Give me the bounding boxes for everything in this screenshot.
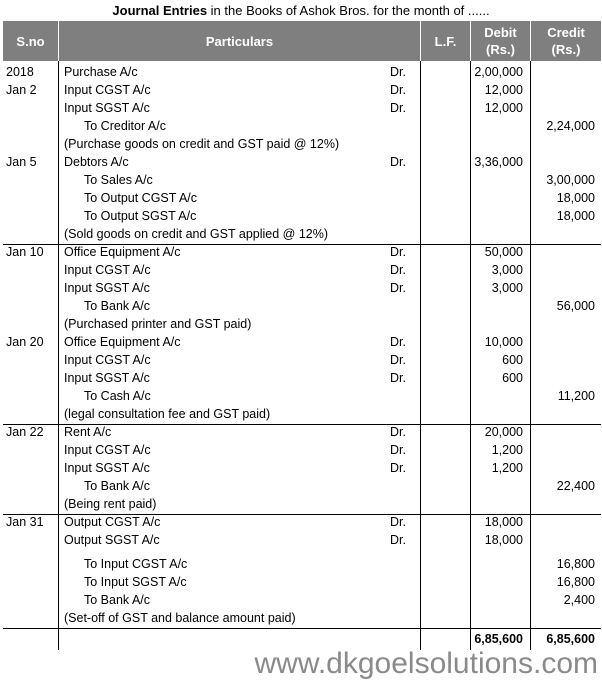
table-row bbox=[3, 297, 601, 315]
header-credit: Credit (Rs.) bbox=[547, 25, 585, 57]
table-row bbox=[3, 279, 601, 297]
row-debit: 2,00,000 bbox=[474, 65, 523, 79]
row-particulars: To Output CGST A/c bbox=[84, 191, 198, 205]
table-row bbox=[3, 573, 601, 591]
row-particulars: To Input SGST A/c bbox=[84, 575, 187, 589]
row-credit: 18,000 bbox=[556, 209, 595, 223]
row-particulars: (Being rent paid) bbox=[64, 497, 157, 511]
entry-separator bbox=[3, 424, 601, 425]
row-dr-marker: Dr. bbox=[390, 533, 406, 547]
row-particulars: To Bank A/c bbox=[84, 593, 151, 607]
table-row bbox=[3, 441, 601, 459]
row-credit: 18,000 bbox=[556, 191, 595, 205]
row-date: Jan 31 bbox=[6, 515, 44, 529]
row-debit: 18,000 bbox=[484, 515, 523, 529]
row-particulars: To Creditor A/c bbox=[84, 119, 166, 133]
table-row bbox=[3, 555, 601, 573]
table-row bbox=[3, 591, 601, 609]
row-particulars: To Output SGST A/c bbox=[84, 209, 197, 223]
row-particulars: (Purchased printer and GST paid) bbox=[64, 317, 252, 331]
row-dr-marker: Dr. bbox=[390, 263, 406, 277]
row-debit: 1,200 bbox=[491, 461, 523, 475]
row-particulars: (Sold goods on credit and GST applied @ 12%) bbox=[64, 227, 329, 241]
entry-separator bbox=[3, 514, 601, 515]
row-particulars: Purchase A/c bbox=[64, 65, 138, 79]
row-debit: 3,36,000 bbox=[474, 155, 523, 169]
row-credit: 22,400 bbox=[556, 479, 595, 493]
table-row bbox=[3, 207, 601, 225]
row-dr-marker: Dr. bbox=[390, 425, 406, 439]
table-row bbox=[3, 171, 601, 189]
row-credit: 2,400 bbox=[563, 593, 595, 607]
title-rest: in the Books of Ashok Bros. for the month of ...... bbox=[207, 3, 490, 18]
column-divider bbox=[470, 61, 471, 650]
title-bold: Journal Entries bbox=[112, 3, 208, 18]
row-credit: 2,24,000 bbox=[546, 119, 595, 133]
table-row bbox=[3, 153, 601, 171]
table-row bbox=[3, 609, 601, 627]
row-credit: 16,800 bbox=[556, 575, 595, 589]
row-particulars: (Purchase goods on credit and GST paid @ 12%) bbox=[64, 137, 340, 151]
table-row bbox=[3, 369, 601, 387]
table-row bbox=[3, 81, 601, 99]
row-particulars: (Set-off of GST and balance amount paid) bbox=[64, 611, 296, 625]
row-debit: 10,000 bbox=[484, 335, 523, 349]
column-divider bbox=[530, 61, 531, 650]
header-lf: L.F. bbox=[421, 21, 471, 61]
row-particulars: To Sales A/c bbox=[84, 173, 153, 187]
row-particulars: Input SGST A/c bbox=[64, 461, 150, 475]
table-row bbox=[3, 117, 601, 135]
row-particulars: Input CGST A/c bbox=[64, 443, 151, 457]
row-debit: 50,000 bbox=[484, 245, 523, 259]
row-dr-marker: Dr. bbox=[390, 443, 406, 457]
table-row bbox=[3, 189, 601, 207]
table-row bbox=[3, 459, 601, 477]
row-particulars: Input CGST A/c bbox=[64, 353, 151, 367]
row-particulars: Office Equipment A/c bbox=[64, 335, 181, 349]
row-particulars: Input SGST A/c bbox=[64, 371, 150, 385]
row-date: Jan 5 bbox=[6, 155, 37, 169]
table-row bbox=[3, 63, 601, 81]
row-credit: 16,800 bbox=[556, 557, 595, 571]
row-particulars: To Bank A/c bbox=[84, 299, 151, 313]
watermark: www.dkgoelsolutions.com bbox=[254, 647, 598, 680]
column-divider bbox=[58, 61, 59, 650]
row-particulars: To Input CGST A/c bbox=[84, 557, 188, 571]
row-particulars: Input CGST A/c bbox=[64, 263, 151, 277]
table-row bbox=[3, 423, 601, 441]
row-debit: 12,000 bbox=[484, 83, 523, 97]
table-row bbox=[3, 99, 601, 117]
row-dr-marker: Dr. bbox=[390, 83, 406, 97]
row-credit: 11,200 bbox=[557, 389, 595, 403]
row-dr-marker: Dr. bbox=[390, 371, 406, 385]
table-row bbox=[3, 261, 601, 279]
row-date: Jan 22 bbox=[6, 425, 44, 439]
total-separator bbox=[3, 628, 601, 629]
table-row bbox=[3, 315, 601, 333]
row-dr-marker: Dr. bbox=[390, 245, 406, 259]
row-dr-marker: Dr. bbox=[390, 101, 406, 115]
table-row bbox=[3, 405, 601, 423]
row-debit: 3,000 bbox=[491, 263, 523, 277]
row-date: 2018 bbox=[6, 65, 34, 79]
row-particulars: Debtors A/c bbox=[64, 155, 129, 169]
table-header bbox=[3, 21, 601, 61]
row-debit: 20,000 bbox=[484, 425, 523, 439]
row-dr-marker: Dr. bbox=[390, 515, 406, 529]
row-date: Jan 20 bbox=[6, 335, 44, 349]
table-row bbox=[3, 333, 601, 351]
row-date: Jan 10 bbox=[6, 245, 44, 259]
table-row bbox=[3, 531, 601, 549]
row-debit: 3,000 bbox=[491, 281, 523, 295]
header-particulars: Particulars bbox=[59, 21, 421, 61]
row-particulars: To Cash A/c bbox=[84, 389, 151, 403]
table-row bbox=[3, 387, 601, 405]
table-row bbox=[3, 513, 601, 531]
table-row bbox=[3, 225, 601, 243]
row-particulars: (legal consultation fee and GST paid) bbox=[64, 407, 271, 421]
page-title bbox=[0, 0, 602, 22]
entry-separator bbox=[3, 244, 601, 245]
row-particulars: Input SGST A/c bbox=[64, 101, 150, 115]
row-debit: 12,000 bbox=[484, 101, 523, 115]
row-dr-marker: Dr. bbox=[390, 281, 406, 295]
row-date: Jan 2 bbox=[6, 83, 37, 97]
header-debit: Debit (Rs.) bbox=[471, 21, 531, 61]
table-row bbox=[3, 243, 601, 261]
column-divider bbox=[420, 61, 421, 650]
row-particulars: Input CGST A/c bbox=[64, 83, 151, 97]
header-sno: S.no bbox=[3, 21, 59, 61]
row-particulars: Output CGST A/c bbox=[64, 515, 161, 529]
row-credit: 56,000 bbox=[556, 299, 595, 313]
row-particulars: Input SGST A/c bbox=[64, 281, 150, 295]
row-debit: 18,000 bbox=[484, 533, 523, 547]
row-dr-marker: Dr. bbox=[390, 353, 406, 367]
total-credit: 6,85,600 bbox=[546, 632, 595, 646]
row-dr-marker: Dr. bbox=[390, 461, 406, 475]
row-dr-marker: Dr. bbox=[390, 335, 406, 349]
row-debit: 600 bbox=[502, 353, 523, 367]
table-row bbox=[3, 135, 601, 153]
total-debit: 6,85,600 bbox=[474, 632, 523, 646]
row-particulars: Rent A/c bbox=[64, 425, 112, 439]
table-row bbox=[3, 351, 601, 369]
row-particulars: To Bank A/c bbox=[84, 479, 151, 493]
row-particulars: Output SGST A/c bbox=[64, 533, 160, 547]
row-dr-marker: Dr. bbox=[390, 155, 406, 169]
row-dr-marker: Dr. bbox=[390, 65, 406, 79]
row-credit: 3,00,000 bbox=[546, 173, 595, 187]
totals-row bbox=[3, 630, 601, 648]
table-row bbox=[3, 477, 601, 495]
row-debit: 600 bbox=[502, 371, 523, 385]
table-row bbox=[3, 495, 601, 513]
row-particulars: Office Equipment A/c bbox=[64, 245, 181, 259]
row-debit: 1,200 bbox=[491, 443, 523, 457]
